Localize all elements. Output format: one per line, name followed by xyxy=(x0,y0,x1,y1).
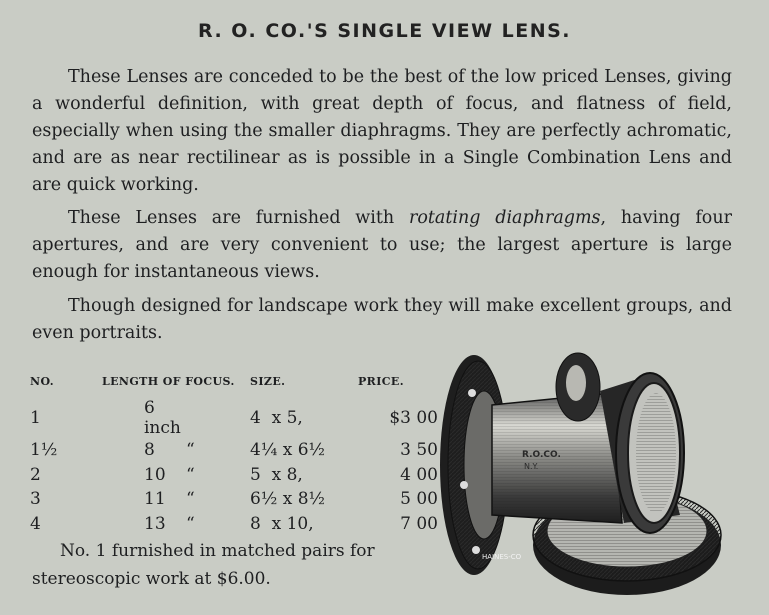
barrel-engraving: R.O.CO. xyxy=(522,450,561,460)
row-no: 3 xyxy=(30,489,41,510)
row-length: 10 xyxy=(144,464,166,485)
diaphragm-emphasis: rotating diaphragms xyxy=(408,208,601,228)
usage-paragraph xyxy=(32,293,732,347)
description-paragraph xyxy=(32,64,732,199)
usage-text: Though designed for landscape work they will make excellent groups, and even portraits. xyxy=(32,296,732,343)
page-title: R. O. CO.'S SINGLE VIEW LENS. xyxy=(197,20,572,42)
row-ditto: “ xyxy=(186,489,195,510)
row-no: 4 xyxy=(30,513,41,534)
stereoscopic-note xyxy=(32,537,412,593)
row-size: 5 x 8, xyxy=(250,464,303,485)
engraver-signature: HAINES-CO xyxy=(482,553,522,561)
row-ditto: “ xyxy=(186,513,195,534)
header-length: LENGTH OF FOCUS. xyxy=(102,374,235,388)
row-ditto: “ xyxy=(186,464,195,485)
row-no: 2 xyxy=(30,464,41,485)
lens-barrel xyxy=(492,393,622,523)
row-size: 4¼ x 6½ xyxy=(250,440,325,461)
row-length: 6 inch xyxy=(144,398,181,438)
row-length: 11 xyxy=(144,489,166,510)
description-text: These Lenses are conceded to be the best of the low priced Lenses, giving a wonderful definition, with great depth of focus, and flatness of field, especially when using the smaller diaphragms. They are perfectly achromatic, and are as near rectilinear as is possible in a Single Combination Lens and are quick working. xyxy=(32,67,732,195)
row-size: 6½ x 8½ xyxy=(250,489,325,510)
price-table xyxy=(30,372,438,536)
row-price: 3 50 xyxy=(400,440,438,461)
table-row xyxy=(30,438,438,463)
row-size: 8 x 10, xyxy=(250,513,314,534)
table-row xyxy=(30,463,438,488)
lens-illustration xyxy=(412,345,724,607)
diaphragm-text-start: These Lenses are furnished with xyxy=(68,208,395,228)
row-size: 4 x 5, xyxy=(250,408,303,428)
rotating-diaphragm xyxy=(556,353,600,421)
row-length: 8 xyxy=(144,440,155,461)
row-price: 4 00 xyxy=(400,464,438,485)
header-price: PRICE. xyxy=(358,374,404,388)
table-row xyxy=(30,398,438,438)
row-price: 7 00 xyxy=(400,513,438,534)
row-price: $3 00 xyxy=(389,408,438,428)
header-size: SIZE. xyxy=(250,374,286,388)
row-no: 1 xyxy=(30,408,41,428)
row-no: 1½ xyxy=(30,440,58,461)
row-price: 5 00 xyxy=(400,489,438,510)
barrel-engraving-city: N.Y. xyxy=(524,462,539,471)
table-row xyxy=(30,487,438,512)
table-row xyxy=(30,512,438,537)
price-table-header xyxy=(30,372,438,398)
note-text: No. 1 furnished in matched pairs for stereoscopic work at $6.00. xyxy=(32,541,375,589)
row-length: 13 xyxy=(144,513,166,534)
diaphragm-paragraph xyxy=(32,205,732,286)
header-no: NO. xyxy=(30,374,55,388)
diaphragm-text-end: , having four apertures, and are very convenient to use; the largest aperture is large enough for instantaneous views. xyxy=(32,208,732,282)
row-ditto: “ xyxy=(186,440,195,461)
